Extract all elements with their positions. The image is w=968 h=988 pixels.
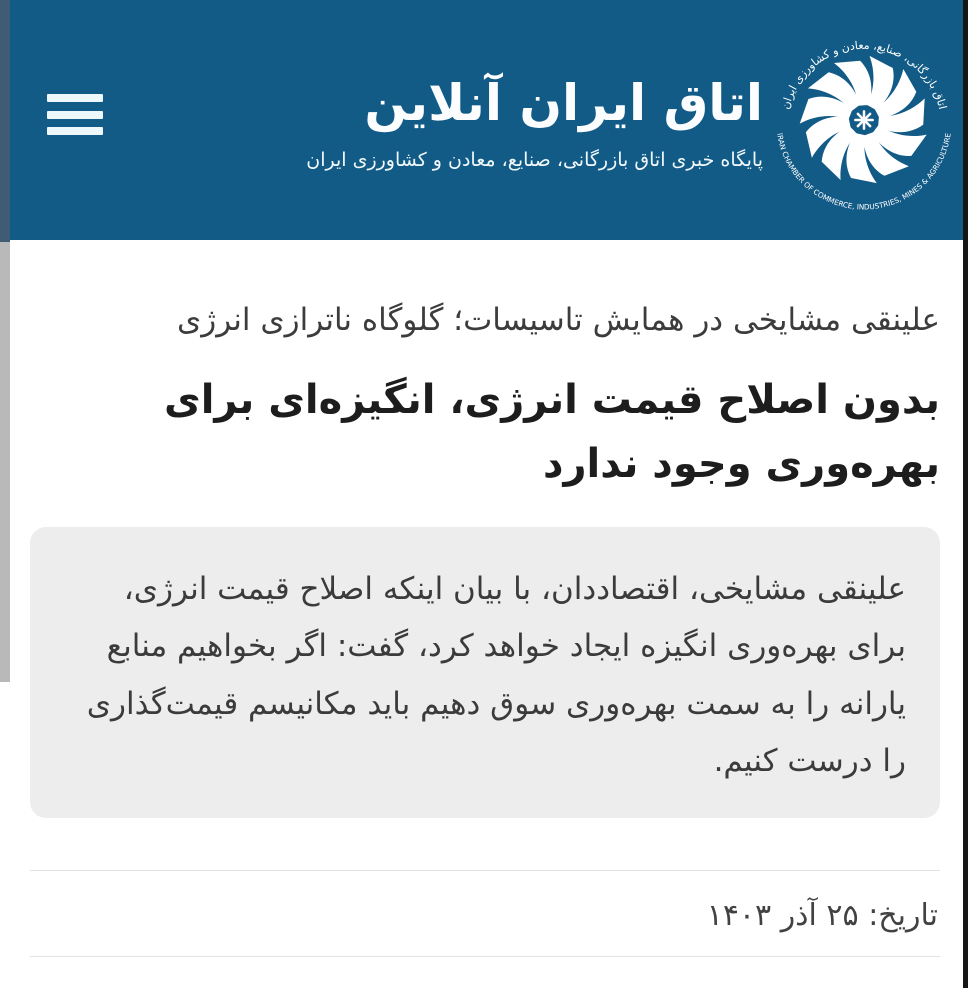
article xyxy=(0,240,968,957)
left-edge-strip-top xyxy=(0,0,10,242)
left-edge-strip-gray xyxy=(0,242,10,682)
article-kicker: علینقی مشایخی در همایش تاسیسات؛ گلوگاه ناترازی انرژی xyxy=(176,302,940,338)
lead-paragraph: علینقی مشایخی، اقتصاددان، با بیان اینکه اصلاح قیمت انرژی، برای بهره‌وری انگیزه ایجاد خواهد کرد، گفت: اگر بخواهیم منابع یارانه را به سمت بهره‌وری سوق دهیم باید مکانیسم قیمت‌گذاری را درست کنیم. xyxy=(86,571,906,780)
chamber-logo-icon xyxy=(763,19,965,221)
site-title: اتاق ایران آنلاین xyxy=(364,74,763,133)
article-headline: بدون اصلاح قیمت انرژی، انگیزه‌ای برای بهره‌وری وجود ندارد xyxy=(164,376,940,488)
site-subtitle: پایگاه خبری اتاق بازرگانی، صنایع، معادن و کشاورزی ایران xyxy=(306,148,763,171)
logo-center-star xyxy=(855,111,872,128)
logo-ring-text-top: اتاق بازرگانی، صنایع، معادن و کشاورزی ایران xyxy=(778,38,950,111)
hamburger-icon xyxy=(47,94,103,102)
hamburger-icon xyxy=(47,127,103,135)
divider xyxy=(30,956,940,957)
site-header xyxy=(0,0,968,240)
menu-button[interactable] xyxy=(47,94,103,135)
logo-ring-text-bottom: IRAN CHAMBER OF COMMERCE, INDUSTRIES, MINES & AGRICULTURE xyxy=(775,132,953,212)
article-date: تاریخ: ۲۵ آذر ۱۴۰۳ xyxy=(706,898,938,934)
hamburger-icon xyxy=(47,111,103,119)
brand[interactable] xyxy=(304,0,965,240)
lead-box xyxy=(30,527,940,818)
right-edge-strip xyxy=(963,0,968,988)
